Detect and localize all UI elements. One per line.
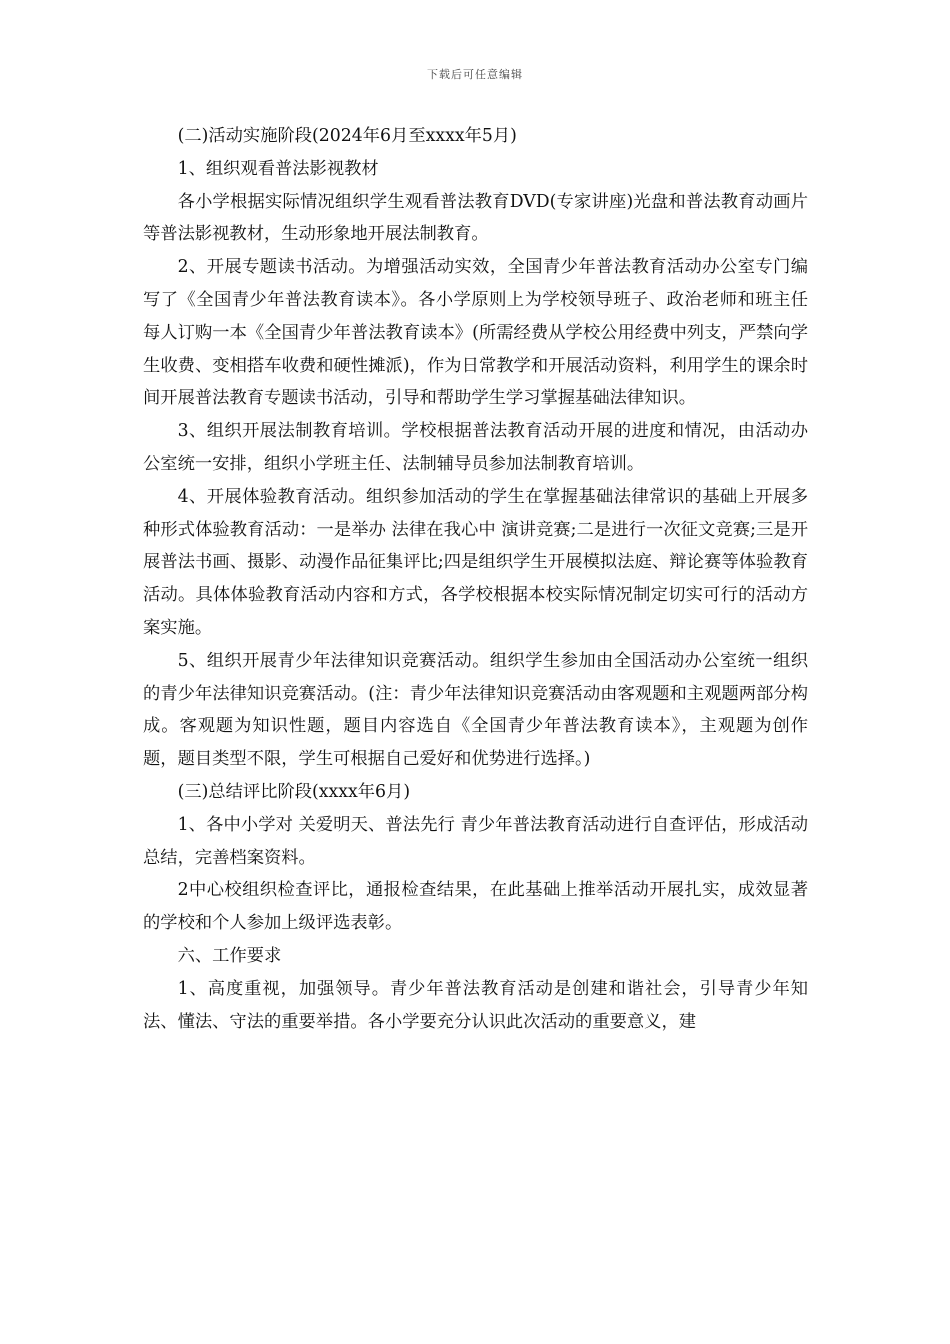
document-body [143,120,808,1038]
page-header: 下载后可任意编辑 [427,68,523,81]
paragraph-reading: 2、开展专题读书活动。为增强活动实效，全国青少年普法教育活动办公室专门编写了《全国青少年普法教育读本》。各小学原则上为学校领导班子、政治老师和班主任每人订购一本《全国青少年普法教育读本》(所需经费从学校公用经费中列支，严禁向学生收费、变相搭车收费和硬性摊派)，作为日常教学和开展活动资料，利用学生的课余时间开展普法教育专题读书活动，引导和帮助学生学习掌握基础法律知识。 [143,257,808,409]
section-heading-implementation: (二)活动实施阶段(2024年6月至xxxx年5月) [177,126,517,146]
paragraph-competition: 5、组织开展青少年法律知识竞赛活动。组织学生参加由全国活动办公室统一组织的青少年法律知识竞赛活动。(注：青少年法律知识竞赛活动由客观题和主观题两部分构成。客观题为知识性题，题目内容选自《全国青少年普法教育读本》，主观题为创作题，题目类型不限，学生可根据自己爱好和优势进行选择。) [143,650,808,770]
section-heading-summary: (三)总结评比阶段(xxxx年6月) [177,781,411,802]
item-watch-videos: 1、组织观看普法影视教材 [177,158,379,179]
section-heading-requirements: 六、工作要求 [177,945,282,966]
paragraph-inspection: 2中心校组织检查评比，通报检查结果，在此基础上推举活动开展扎实，成效显著的学校和个人参加上级评选表彰。 [143,880,808,934]
paragraph-leadership: 1、高度重视，加强领导。青少年普法教育活动是创建和谐社会，引导青少年知法、懂法、守法的重要举措。各小学要充分认识此次活动的重要意义，建 [143,978,808,1032]
paragraph-training: 3、组织开展法制教育培训。学校根据普法教育活动开展的进度和情况，由活动办公室统一安排，组织小学班主任、法制辅导员参加法制教育培训。 [143,421,808,474]
paragraph-videos: 各小学根据实际情况组织学生观看普法教育DVD(专家讲座)光盘和普法教育动画片等普法影视教材，生动形象地开展法制教育。 [143,191,808,245]
paragraph-experience: 4、开展体验教育活动。组织参加活动的学生在掌握基础法律常识的基础上开展多种形式体验教育活动：一是举办 法律在我心中 演讲竞赛;二是进行一次征文竞赛;三是开展普法书画、摄影、动漫作品征集评比;四是组织学生开展模拟法庭、辩论赛等体验教育活动。具体体验教育活动内容和方式，各学校根据本校实际情况制定切实可行的活动方案实施。 [143,486,808,638]
paragraph-self-evaluation: 1、各中小学对 关爱明天、普法先行 青少年普法教育活动进行自查评估，形成活动总结，完善档案资料。 [143,814,808,868]
